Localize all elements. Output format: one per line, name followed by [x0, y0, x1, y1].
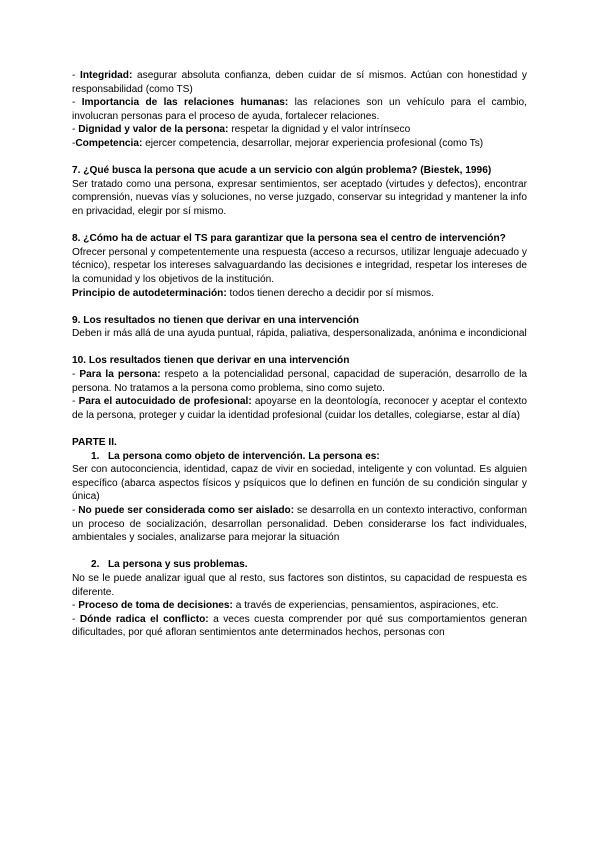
q7-heading: 7. ¿Qué busca la persona que acude a un servicio con algún problema? (Biestek, 1996)	[72, 165, 492, 177]
autocuidado-text: apoyarse en la deontología, reconocer y aceptar el contexto de la persona, proteger y cuidar la identidad profesional (cuidar los detalles, colegiarse, estar al día)	[72, 396, 527, 421]
conflicto-text: a veces cuesta comprender por qué sus comportamientos generan dificultades, por qué afloran sentimientos ante determinados hechos, personas con	[72, 613, 527, 639]
persona-label: Para la persona:	[79, 369, 161, 381]
dignidad-label: Dignidad y valor de la persona:	[78, 124, 229, 136]
q10-item-autocuidado: - Para el autocuidado de profesional: apoyarse en la deontología, reconocer y aceptar el contexto de la persona, proteger y cuidar la identidad profesional (cuidar los detalles, colegiarse, estar al día)	[72, 396, 527, 421]
q10-item-persona: - Para la persona: respeto a la potencialidad personal, capacidad de superación, desarrollo de la persona. No tratamos a la persona como problema, sino como sujeto.	[72, 369, 527, 394]
q7-body: Ser tratado como una persona, expresar sentimientos, ser aceptado (virtudes y defectos), encontrar comprensión, nuevas vías y soluciones, no verse juzgado, conservar su integridad y mantener la info en privacidad, elegir por sí mismo.	[72, 178, 527, 217]
relaciones-text: las relaciones son un vehículo para el cambio, involucran personas para el proceso de ayuda, fortalecer relaciones.	[72, 97, 527, 122]
aislado-label: No puede ser considerada como ser aislado:	[78, 505, 295, 516]
section-1-title: La persona como objeto de intervención. La persona es:	[108, 450, 380, 462]
aislado-text: se desarrolla en un contexto interactivo, conforman un proceso de socialización, desarrollan personalidad. Deben considerarse los fact individuales, ambientales y sociales, analizarse para mejorar la situación	[72, 505, 527, 544]
principle-text: todos tienen derecho a decidir por sí mismos.	[226, 287, 434, 299]
section-2-body: No se le puede analizar igual que al resto, sus factores son distintos, su capacidad de respuesta es diferente.	[72, 572, 527, 598]
dignidad-text: respetar la dignidad y el valor intrínseco	[228, 124, 411, 136]
proceso-label: Proceso de toma de decisiones:	[78, 600, 233, 612]
section-1-body: Ser con autoconciencia, identidad, capaz de vivir en sociedad, inteligente y con voluntad. Es alguien específico (abarca aspectos físicos y psíquicos que lo definen en función de su condición singular y única)	[72, 464, 527, 503]
section-1-heading	[72, 450, 527, 464]
list-item-integridad: - Integridad: asegurar absoluta confianza, deben cuidar de sí mismos. Actúan con honestidad y responsabilidad (como TS)	[72, 70, 527, 95]
q8-heading: 8. ¿Cómo ha de actuar el TS para garantizar que la persona sea el centro de intervención?	[72, 233, 506, 245]
q9-heading: 9. Los resultados no tienen que derivar en una intervención	[72, 314, 359, 326]
document-page	[72, 69, 527, 640]
q10-heading: 10. Los resultados tienen que derivar en una intervención	[72, 355, 350, 367]
conflicto-label: Dónde radica el conflicto:	[79, 613, 209, 625]
section-1-aislado: - No puede ser considerada como ser aislado: se desarrolla en un contexto interactivo, conforman un proceso de socialización, desarrollan personalidad. Deben considerarse los fact individuales, ambientales y sociales, analizarse para mejorar la situación	[72, 505, 527, 544]
competencia-label: Competencia:	[75, 137, 143, 149]
competencia-text: ejercer competencia, desarrollar, mejorar experiencia profesional (como Ts)	[142, 137, 484, 149]
principle-label: Principio de autodeterminación:	[72, 287, 227, 299]
list-item-relaciones: - Importancia de las relaciones humanas: las relaciones son un vehículo para el cambio, involucran personas para el proceso de ayuda, fortalecer relaciones.	[72, 97, 527, 122]
list-item-competencia: -Competencia: ejercer competencia, desarrollar, mejorar experiencia profesional (como Ts)	[72, 137, 484, 149]
part2-heading: PARTE II.	[72, 437, 117, 449]
section-2-number: 2.	[91, 559, 100, 571]
q9-body: Deben ir más allá de una ayuda puntual, rápida, paliativa, despersonalizada, anónima e incondicional	[72, 328, 527, 340]
section-1-number: 1.	[91, 450, 100, 462]
integridad-text: asegurar absoluta confianza, deben cuidar de sí mismos. Actúan con honestidad y responsabilidad (como TS)	[72, 70, 527, 95]
q8-body: Ofrecer personal y competentemente una respuesta (acceso a recursos, utilizar lenguaje adecuado y técnico), respetar los intereses salvaguardando las decisiones e integridad, respetar los intereses de la comunidad y los objetivos de la institución.	[72, 246, 527, 285]
relaciones-label: Importancia de las relaciones humanas:	[81, 97, 289, 109]
list-item-dignidad: - Dignidad y valor de la persona: respetar la dignidad y el valor intrínseco	[72, 124, 411, 136]
section-2-title: La persona y sus problemas.	[108, 559, 248, 571]
section-2-conflicto: - Dónde radica el conflicto: a veces cuesta comprender por qué sus comportamientos generan dificultades, por qué afloran sentimientos ante determinados hechos, personas con	[72, 613, 527, 639]
integridad-label: Integridad:	[80, 70, 133, 81]
section-2-proceso: - Proceso de toma de decisiones: a través de experiencias, pensamientos, aspiraciones, etc.	[72, 600, 499, 612]
proceso-text: a través de experiencias, pensamientos, aspiraciones, etc.	[232, 600, 499, 612]
autocuidado-label: Para el autocuidado de profesional:	[78, 396, 252, 408]
persona-text: respeto a la potencialidad personal, capacidad de superación, desarrollo de la persona. No tratamos a la persona como problema, sino como sujeto.	[72, 369, 527, 394]
section-2-heading	[72, 558, 527, 572]
q8-principle	[72, 287, 527, 301]
